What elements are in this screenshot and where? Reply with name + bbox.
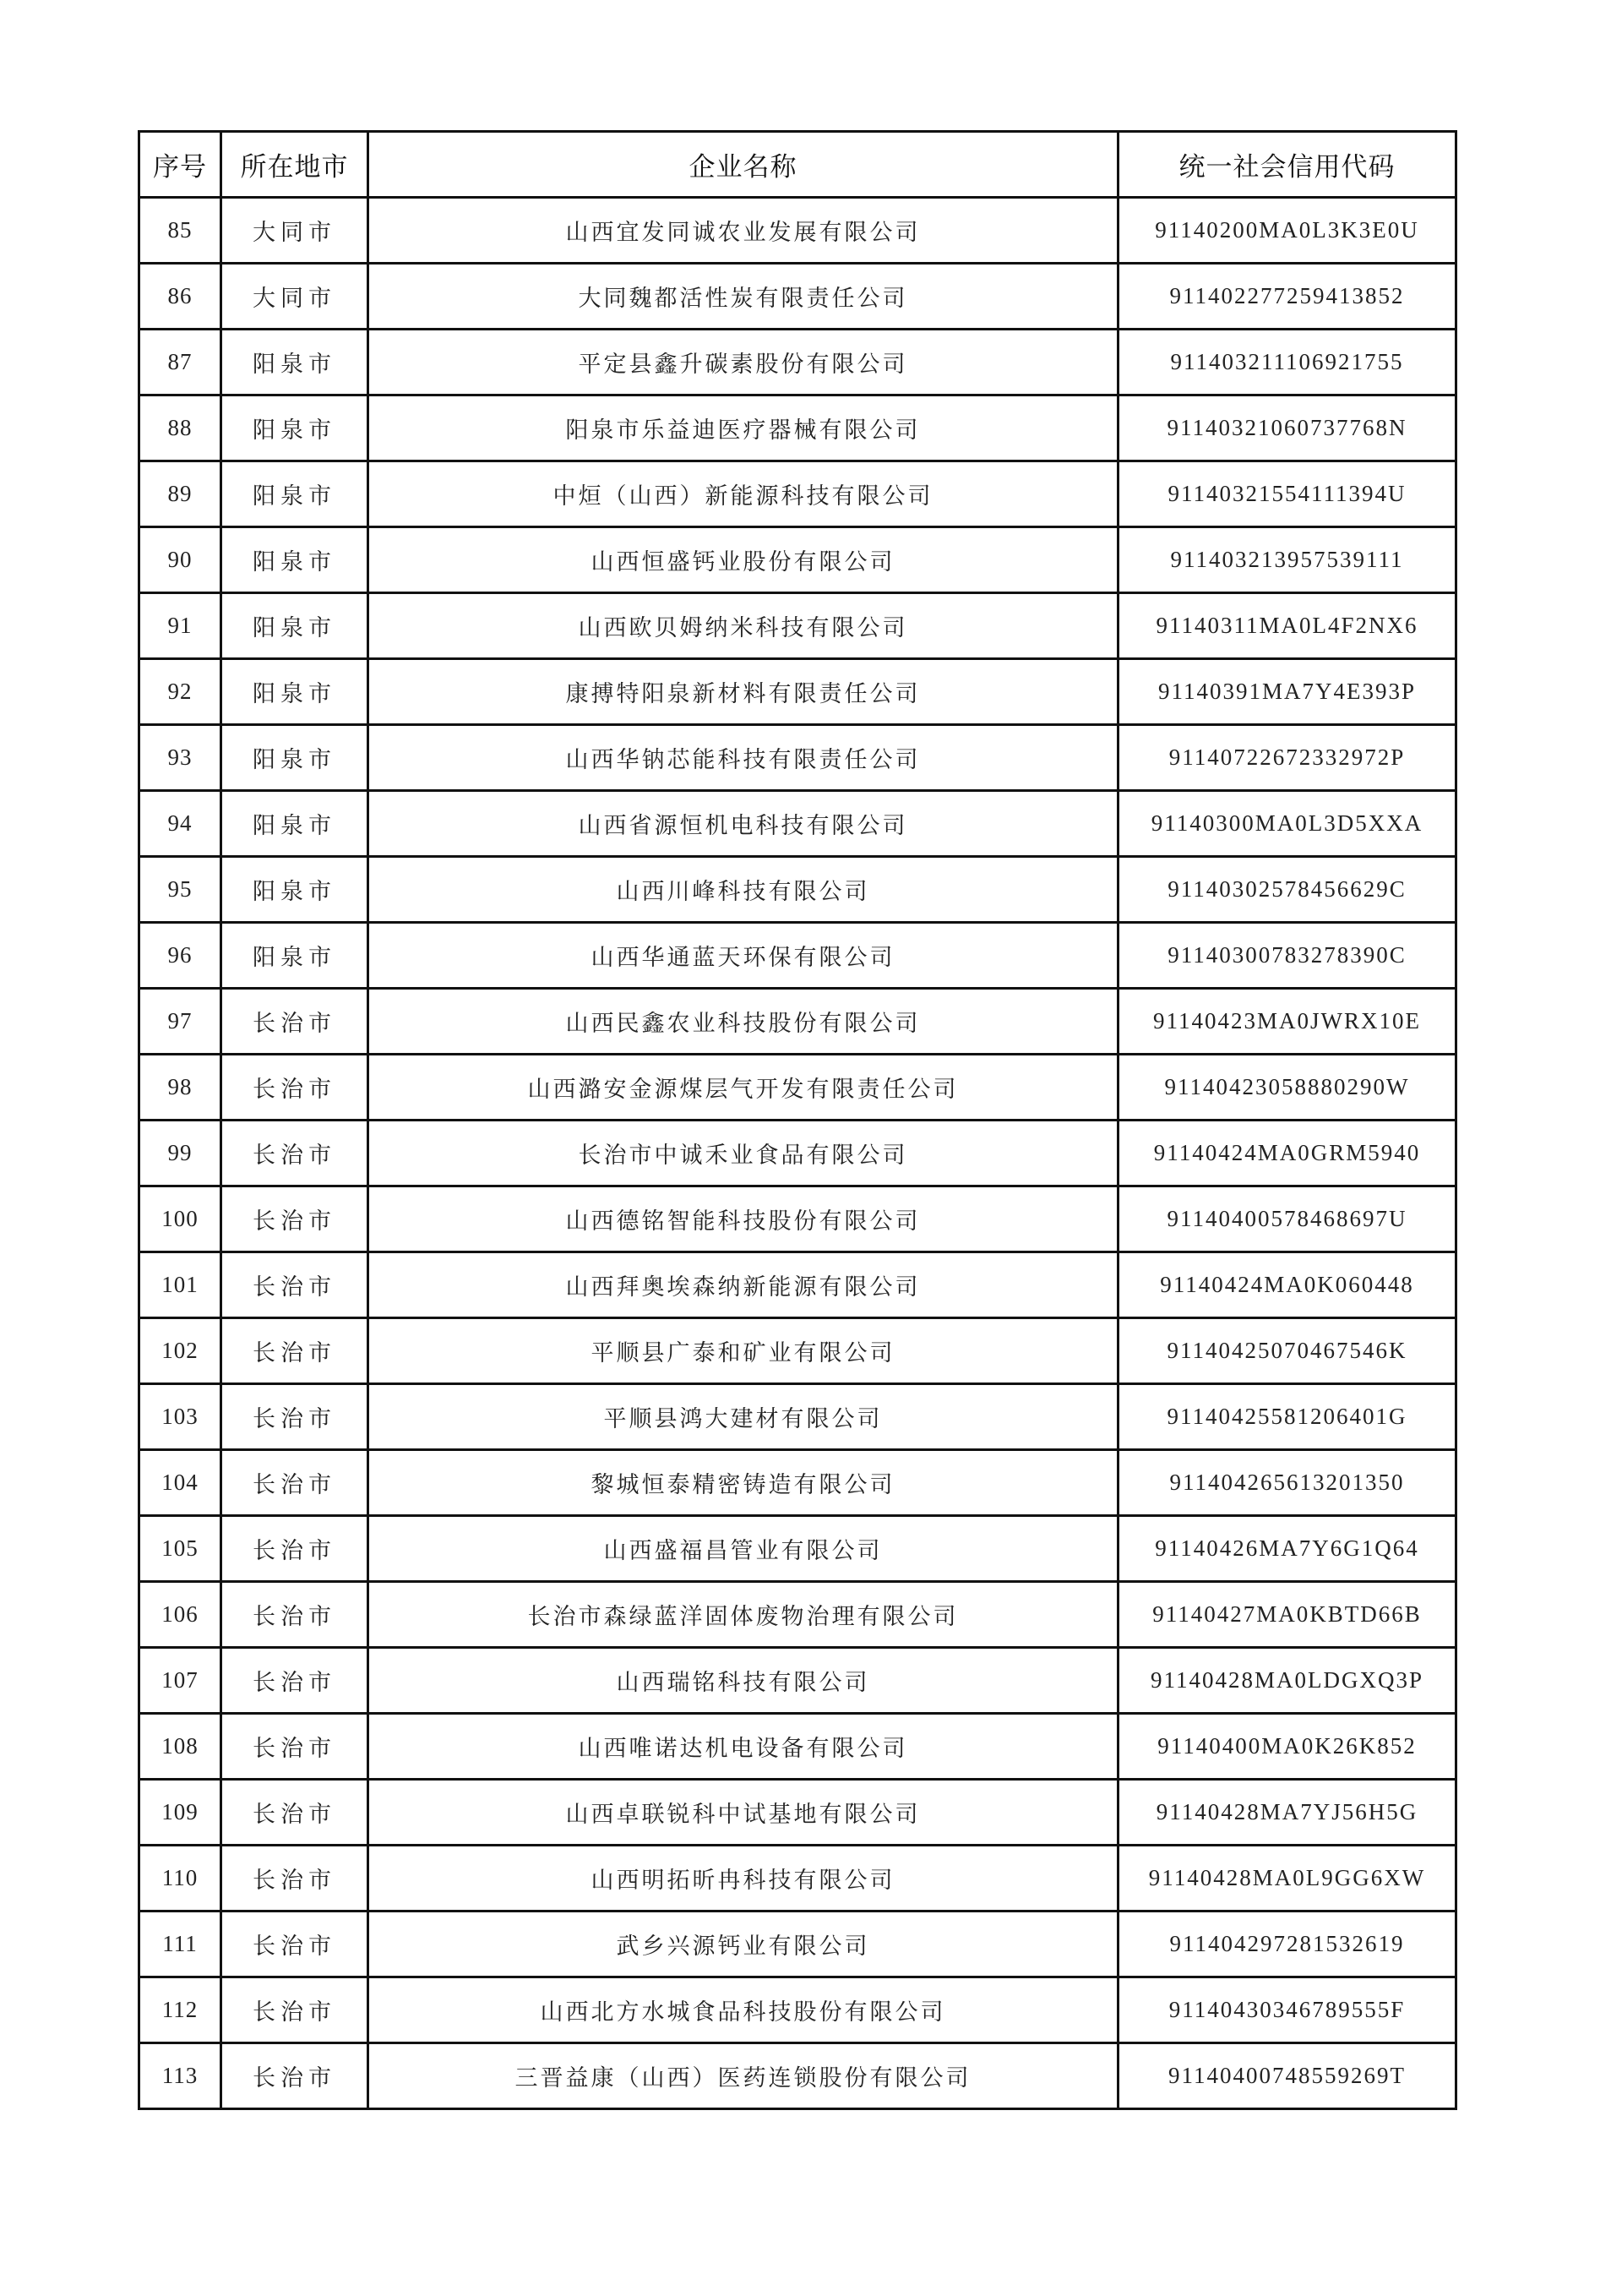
- row-city: 长治市: [221, 1121, 368, 1186]
- row-index: 94: [139, 791, 221, 857]
- row-index: 89: [139, 461, 221, 527]
- row-city: 阳泉市: [221, 593, 368, 659]
- row-city: 阳泉市: [221, 330, 368, 395]
- row-index: 104: [139, 1450, 221, 1516]
- row-company-name: 黎城恒泰精密铸造有限公司: [368, 1450, 1119, 1516]
- row-city: 长治市: [221, 1780, 368, 1846]
- row-credit-code: 91140425581206401G: [1119, 1384, 1456, 1450]
- header-city: 所在地市: [221, 132, 368, 198]
- row-company-name: 山西北方水城食品科技股份有限公司: [368, 1977, 1119, 2043]
- row-credit-code: 91140400578468697U: [1119, 1186, 1456, 1252]
- table-row: [139, 1977, 1456, 2043]
- row-credit-code: 91140423MA0JWRX10E: [1119, 989, 1456, 1055]
- row-index: 98: [139, 1055, 221, 1121]
- row-city: 长治市: [221, 1318, 368, 1384]
- row-index: 85: [139, 198, 221, 264]
- row-city: 阳泉市: [221, 857, 368, 923]
- row-credit-code: 91140424MA0GRM5940: [1119, 1121, 1456, 1186]
- table-row: [139, 857, 1456, 923]
- row-credit-code: 91140424MA0K060448: [1119, 1252, 1456, 1318]
- row-city: 长治市: [221, 1582, 368, 1648]
- row-city: 阳泉市: [221, 395, 368, 461]
- table-row: [139, 1714, 1456, 1780]
- row-company-name: 山西民鑫农业科技股份有限公司: [368, 989, 1119, 1055]
- row-index: 99: [139, 1121, 221, 1186]
- table-row: [139, 1516, 1456, 1582]
- row-credit-code: 91140427MA0KBTD66B: [1119, 1582, 1456, 1648]
- row-credit-code: 91140321554111394U: [1119, 461, 1456, 527]
- row-company-name: 山西华通蓝天环保有限公司: [368, 923, 1119, 989]
- enterprise-list-table: [138, 130, 1457, 2110]
- row-index: 103: [139, 1384, 221, 1450]
- row-credit-code: 91140423058880290W: [1119, 1055, 1456, 1121]
- row-index: 105: [139, 1516, 221, 1582]
- row-index: 96: [139, 923, 221, 989]
- row-credit-code: 911403211106921755: [1119, 330, 1456, 395]
- row-credit-code: 91140428MA7YJ56H5G: [1119, 1780, 1456, 1846]
- row-credit-code: 911402277259413852: [1119, 264, 1456, 330]
- table-row: [139, 1648, 1456, 1714]
- table-row: [139, 659, 1456, 725]
- row-credit-code: 91140428MA0L9GG6XW: [1119, 1846, 1456, 1912]
- row-index: 111: [139, 1912, 221, 1977]
- row-index: 113: [139, 2043, 221, 2109]
- row-company-name: 山西瑞铭科技有限公司: [368, 1648, 1119, 1714]
- row-company-name: 山西省源恒机电科技有限公司: [368, 791, 1119, 857]
- row-company-name: 山西德铭智能科技股份有限公司: [368, 1186, 1119, 1252]
- table-row: [139, 923, 1456, 989]
- row-credit-code: 911404297281532619: [1119, 1912, 1456, 1977]
- row-index: 91: [139, 593, 221, 659]
- row-company-name: 三晋益康（山西）医药连锁股份有限公司: [368, 2043, 1119, 2109]
- row-index: 92: [139, 659, 221, 725]
- row-city: 长治市: [221, 1252, 368, 1318]
- row-company-name: 康搏特阳泉新材料有限责任公司: [368, 659, 1119, 725]
- row-company-name: 山西宜发同诚农业发展有限公司: [368, 198, 1119, 264]
- header-company-name: 企业名称: [368, 132, 1119, 198]
- table-body: [139, 198, 1456, 2109]
- table-row: [139, 527, 1456, 593]
- row-company-name: 平顺县鸿大建材有限公司: [368, 1384, 1119, 1450]
- table-row: [139, 1186, 1456, 1252]
- row-company-name: 山西盛福昌管业有限公司: [368, 1516, 1119, 1582]
- row-city: 阳泉市: [221, 461, 368, 527]
- row-city: 长治市: [221, 1977, 368, 2043]
- header-credit-code: 统一社会信用代码: [1119, 132, 1456, 198]
- table-row: [139, 330, 1456, 395]
- row-company-name: 山西唯诺达机电设备有限公司: [368, 1714, 1119, 1780]
- row-company-name: 长治市中诚禾业食品有限公司: [368, 1121, 1119, 1186]
- row-city: 长治市: [221, 1846, 368, 1912]
- table-row: [139, 1055, 1456, 1121]
- row-credit-code: 91140302578456629C: [1119, 857, 1456, 923]
- table-row: [139, 1582, 1456, 1648]
- table-row: [139, 395, 1456, 461]
- header-index: 序号: [139, 132, 221, 198]
- row-credit-code: 91140311MA0L4F2NX6: [1119, 593, 1456, 659]
- row-company-name: 武乡兴源钙业有限公司: [368, 1912, 1119, 1977]
- row-credit-code: 91140400748559269T: [1119, 2043, 1456, 2109]
- row-company-name: 山西川峰科技有限公司: [368, 857, 1119, 923]
- row-credit-code: 91140400MA0K26K852: [1119, 1714, 1456, 1780]
- row-credit-code: 91140300783278390C: [1119, 923, 1456, 989]
- row-city: 长治市: [221, 1714, 368, 1780]
- row-credit-code: 91140425070467546K: [1119, 1318, 1456, 1384]
- row-city: 长治市: [221, 1450, 368, 1516]
- row-index: 109: [139, 1780, 221, 1846]
- table-header: [139, 132, 1456, 198]
- table-row: [139, 791, 1456, 857]
- table-row: [139, 1252, 1456, 1318]
- row-index: 102: [139, 1318, 221, 1384]
- row-index: 100: [139, 1186, 221, 1252]
- row-credit-code: 91140430346789555F: [1119, 1977, 1456, 2043]
- table-row: [139, 725, 1456, 791]
- row-index: 101: [139, 1252, 221, 1318]
- row-company-name: 山西拜奥埃森纳新能源有限公司: [368, 1252, 1119, 1318]
- row-credit-code: 91140321060737768N: [1119, 395, 1456, 461]
- table-row: [139, 1318, 1456, 1384]
- row-city: 长治市: [221, 1186, 368, 1252]
- table-row: [139, 1384, 1456, 1450]
- row-index: 90: [139, 527, 221, 593]
- row-company-name: 山西华钠芯能科技有限责任公司: [368, 725, 1119, 791]
- row-credit-code: 91140200MA0L3K3E0U: [1119, 198, 1456, 264]
- row-city: 长治市: [221, 1516, 368, 1582]
- row-company-name: 中烜（山西）新能源科技有限公司: [368, 461, 1119, 527]
- row-city: 长治市: [221, 1912, 368, 1977]
- header-row: [139, 132, 1456, 198]
- table-row: [139, 264, 1456, 330]
- row-company-name: 阳泉市乐益迪医疗器械有限公司: [368, 395, 1119, 461]
- row-city: 阳泉市: [221, 527, 368, 593]
- row-index: 106: [139, 1582, 221, 1648]
- row-city: 阳泉市: [221, 923, 368, 989]
- table-row: [139, 198, 1456, 264]
- row-company-name: 山西明拓昕冉科技有限公司: [368, 1846, 1119, 1912]
- row-index: 93: [139, 725, 221, 791]
- row-index: 107: [139, 1648, 221, 1714]
- row-credit-code: 91140722672332972P: [1119, 725, 1456, 791]
- table-row: [139, 1450, 1456, 1516]
- row-index: 112: [139, 1977, 221, 2043]
- row-index: 87: [139, 330, 221, 395]
- row-credit-code: 91140391MA7Y4E393P: [1119, 659, 1456, 725]
- row-index: 88: [139, 395, 221, 461]
- table-row: [139, 1846, 1456, 1912]
- row-company-name: 山西潞安金源煤层气开发有限责任公司: [368, 1055, 1119, 1121]
- row-credit-code: 91140428MA0LDGXQ3P: [1119, 1648, 1456, 1714]
- row-company-name: 大同魏都活性炭有限责任公司: [368, 264, 1119, 330]
- row-company-name: 山西欧贝姆纳米科技有限公司: [368, 593, 1119, 659]
- row-index: 110: [139, 1846, 221, 1912]
- row-city: 长治市: [221, 2043, 368, 2109]
- row-city: 长治市: [221, 989, 368, 1055]
- row-index: 97: [139, 989, 221, 1055]
- row-credit-code: 911403213957539111: [1119, 527, 1456, 593]
- table-row: [139, 1780, 1456, 1846]
- row-index: 86: [139, 264, 221, 330]
- row-city: 长治市: [221, 1384, 368, 1450]
- row-credit-code: 91140426MA7Y6G1Q64: [1119, 1516, 1456, 1582]
- row-credit-code: 91140300MA0L3D5XXA: [1119, 791, 1456, 857]
- row-city: 阳泉市: [221, 725, 368, 791]
- row-city: 阳泉市: [221, 659, 368, 725]
- row-index: 108: [139, 1714, 221, 1780]
- row-company-name: 平顺县广泰和矿业有限公司: [368, 1318, 1119, 1384]
- table-row: [139, 989, 1456, 1055]
- row-city: 长治市: [221, 1648, 368, 1714]
- table-row: [139, 593, 1456, 659]
- row-company-name: 平定县鑫升碳素股份有限公司: [368, 330, 1119, 395]
- table-row: [139, 461, 1456, 527]
- row-index: 95: [139, 857, 221, 923]
- row-city: 阳泉市: [221, 791, 368, 857]
- row-city: 大同市: [221, 264, 368, 330]
- table-row: [139, 2043, 1456, 2109]
- table-row: [139, 1121, 1456, 1186]
- row-company-name: 长治市森绿蓝洋固体废物治理有限公司: [368, 1582, 1119, 1648]
- row-city: 长治市: [221, 1055, 368, 1121]
- table-row: [139, 1912, 1456, 1977]
- row-city: 大同市: [221, 198, 368, 264]
- row-company-name: 山西卓联锐科中试基地有限公司: [368, 1780, 1119, 1846]
- row-credit-code: 911404265613201350: [1119, 1450, 1456, 1516]
- row-company-name: 山西恒盛钙业股份有限公司: [368, 527, 1119, 593]
